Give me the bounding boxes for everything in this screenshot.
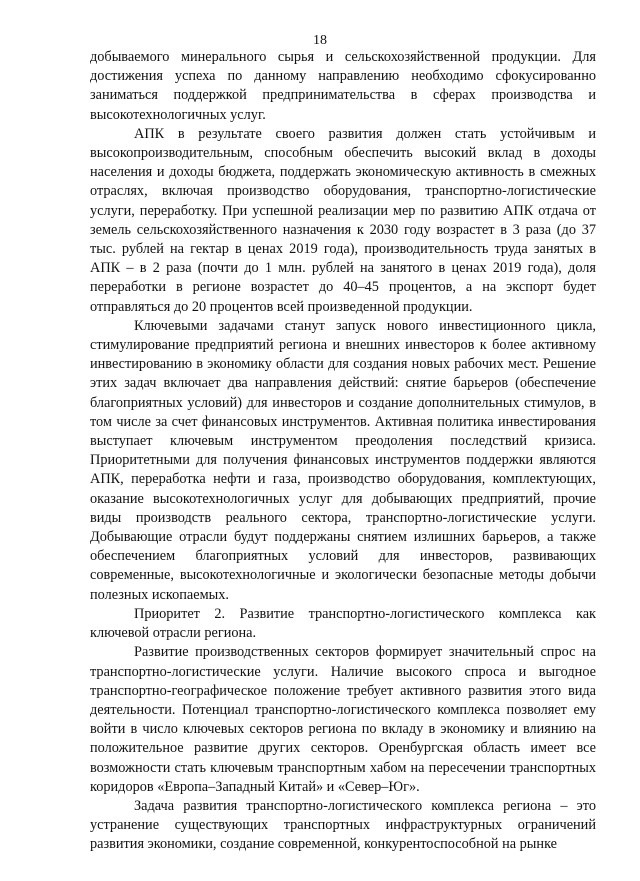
paragraph: Задача развития транспортно-логистического комплекса региона – это устранение существующих транспортных инфраструктурных ограничений развития экономики, создание современной, конкурентоспособной на рынке — [90, 797, 596, 853]
paragraph: Развитие производственных секторов формирует значительный спрос на транспортно-логистические услуги. Наличие высокого спроса и выгодное транспортно-географическое положение требует активного развития этого вида деятельности. Потенциал транспортно-логистического комплекса позволяет ему войти в число ключевых секторов региона по вкладу в экономику и влиянию на положительное развитие других секторов. Оренбургская область имеет все возможности стать ключевым транспортным хабом на пересечении транспортных коридоров «Европа–Западный Китай» и «Север–Юг». — [90, 644, 596, 795]
paragraph: АПК в результате своего развития должен стать устойчивым и высокопроизводительным, способным обеспечить высокий вклад в доходы населения и доходы бюджета, поддержать экономическую активность в смежных отраслях, включая производство оборудования, транспортно-логистические услуги, переработку. При успешной реализации мер по развитию АПК отдача от земель сельскохозяйственного назначения к 2030 году возрастет в 3 раза (до 37 тыс. рублей на гектар в ценах 2019 года), производительность труда занятых в АПК – в 2 раза (почти до 1 млн. рублей на занятого в ценах 2019 года), доля переработки в регионе возрастет до 40–45 процентов, а на экспорт будет отправляться до 20 процентов всей произведенной продукции. — [90, 125, 596, 315]
page-number: 18 — [313, 33, 327, 48]
priority-heading-paragraph: Приоритет 2. Развитие транспортно-логистического комплекса как ключевой отрасли региона. — [90, 605, 596, 642]
paragraph: добываемого минерального сырья и сельскохозяйственной продукции. Для достижения успеха по данному направлению необходимо сфокусированно заниматься поддержкой предпринимательства в сферах производства и высокотехнологичных услуг. — [90, 49, 596, 123]
body-text — [90, 48, 596, 855]
paragraph: Ключевыми задачами станут запуск нового инвестиционного цикла, стимулирование предприятий региона и внешних инвесторов к более активному инвестированию в экономику области для создания новых рабочих мест. Решение этих задач включает два направления действий: снятие барьеров (обеспечение благоприятных условий) для инвесторов и создание дополнительных стимулов, в том числе за счет финансовых инструментов. Активная политика инвестирования выступает ключевым инструментом преодоления последствий кризиса. Приоритетными для получения финансовых инструментов поддержки являются АПК, переработка нефти и газа, производство оборудования, комплектующих, оказание высокотехнологичных услуг для добывающих предприятий, прочие виды производств реального сектора, транспортно-логистические услуги. Добывающие отрасли будут поддержаны снятием излишних барьеров, а также обеспечением благоприятных условий для инвесторов, развивающих современные, высокотехнологичные и экологически безопасные методы добычи полезных ископаемых. — [90, 317, 596, 603]
